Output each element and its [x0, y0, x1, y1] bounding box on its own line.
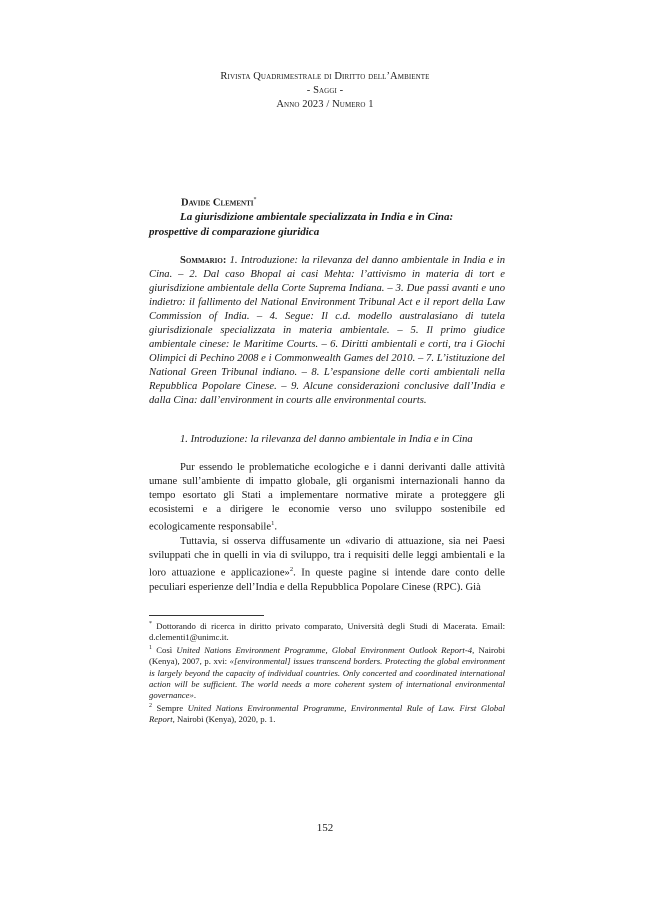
- footnote-divider: [149, 615, 264, 616]
- issue-label: Anno 2023 / Numero 1: [276, 99, 374, 110]
- author-name: [181, 197, 257, 209]
- body-paragraph-1-text: Pur essendo le problematiche ecologiche e i danni derivanti dalle attività umane sull’ambiente di impatto globale, gli organismi internazionali hanno da tempo esortato gli Stati a implementare normative mirate a proteggere gli ecosistemi e a dirigere le economie verso uno sviluppo sostenibile ed ecologicamente responsabile: [149, 462, 505, 533]
- body-paragraph-2-end: . In queste pagine si intende dare conto delle peculiari esperienze dell’India e della Repubblica Popolare Cinese (RPC). Già: [149, 567, 505, 593]
- section-heading: 1. Introduzione: la rilevanza del danno ambientale in India e in Cina: [180, 434, 473, 445]
- footnote-1-mid: , Nairobi (Kenya), 2007, p. xvi:: [149, 645, 505, 667]
- footnote-author-mark: *: [149, 621, 152, 627]
- footnote-2-source: United Nations Environmental Programme, Environmental Rule of Law. First Global Report: [149, 703, 505, 725]
- footnote-2-mark: 2: [149, 703, 152, 710]
- article-title-line2: prospettive di comparazione giuridica: [149, 225, 320, 238]
- body-paragraph-1: [149, 461, 505, 535]
- table-of-contents-summary: [149, 254, 505, 408]
- footnotes: [149, 619, 505, 726]
- body-paragraph-2: [149, 535, 505, 595]
- footnote-1: [149, 643, 505, 701]
- footnote-author: [149, 619, 505, 643]
- body-paragraph-1-end: .: [274, 521, 277, 533]
- body-text: [149, 461, 505, 595]
- journal-name: Rivista Quadrimestrale di Diritto dell’Ambiente: [220, 71, 430, 82]
- footnote-1-source: United Nations Environment Programme, Global Environment Outlook Report-4: [176, 645, 473, 656]
- summary-lead: Sommario:: [180, 255, 227, 266]
- footnote-1-end: .: [193, 690, 197, 700]
- footnote-1-pre: Così: [152, 645, 177, 656]
- footnote-1-quote: «[environmental] issues transcend borders. Protecting the global environment is largely beyond the capacity of individual countries. Only concerted and coordinated international action will be sufficient. The world needs a more coherent system of international environmental governance»: [149, 656, 505, 700]
- summary-text: 1. Introduzione: la rilevanza del danno ambientale in India e in Cina. – 2. Dal caso Bhopal ai casi Mehta: l’attivismo in materia di tort e giurisdizione ambientale della Corte Suprema Indiana. – 3. Due passi avanti e uno indietro: il fallimento del National Environment Tribunal Act e il report della Law Commission of India. – 4. Segue: Il c.d. modello australasiano di tutela giurisdizionale specializzata in materia ambientale. – 5. Il primo giudice ambientale cinese: le Maritime Courts. – 6. Diritti ambientali e corti, tra i Giochi Olimpici di Pechino 2008 e i Commonwealth Games del 2010. – 7. L’istituzione del National Green Tribunal indiano. – 8. L’espansione delle corti ambientali nella Repubblica Popolare Cinese. – 9. Alcune considerazioni conclusive dall’India e dalla Cina: dall’environment in courts alle environmental courts.: [149, 255, 505, 406]
- footnote-1-mark: 1: [149, 645, 152, 652]
- footnote-ref-1: 1: [271, 520, 275, 528]
- footnote-author-text: Dottorando di ricerca in diritto privato comparato, Università degli Studi di Macerata. Email: d.clementi1@unimc.it.: [149, 620, 505, 643]
- section-label: - Saggi -: [306, 85, 344, 96]
- page-number: 152: [316, 822, 334, 834]
- footnote-ref-2: 2: [289, 566, 294, 574]
- summary-paragraph: [149, 254, 505, 408]
- footnote-2-pre: Sempre: [152, 703, 188, 714]
- body-paragraph-2-text: Tuttavia, si osserva diffusamente un «divario di attuazione, sia nei Paesi sviluppati che in quelli in via di sviluppo, tra i requisiti delle leggi ambientali e la loro attuazione e applicazione»: [149, 536, 505, 579]
- article-title: [149, 210, 505, 239]
- footnote-2: [149, 701, 505, 725]
- footnote-2-end: , Nairobi (Kenya), 2020, p. 1.: [172, 714, 276, 725]
- running-header: [0, 70, 650, 112]
- author-footnote-mark: *: [253, 197, 257, 203]
- article-title-line1: La giurisdizione ambientale specializzata in India e in Cina:: [180, 211, 454, 223]
- author-name-text: Davide Clementi: [181, 197, 254, 209]
